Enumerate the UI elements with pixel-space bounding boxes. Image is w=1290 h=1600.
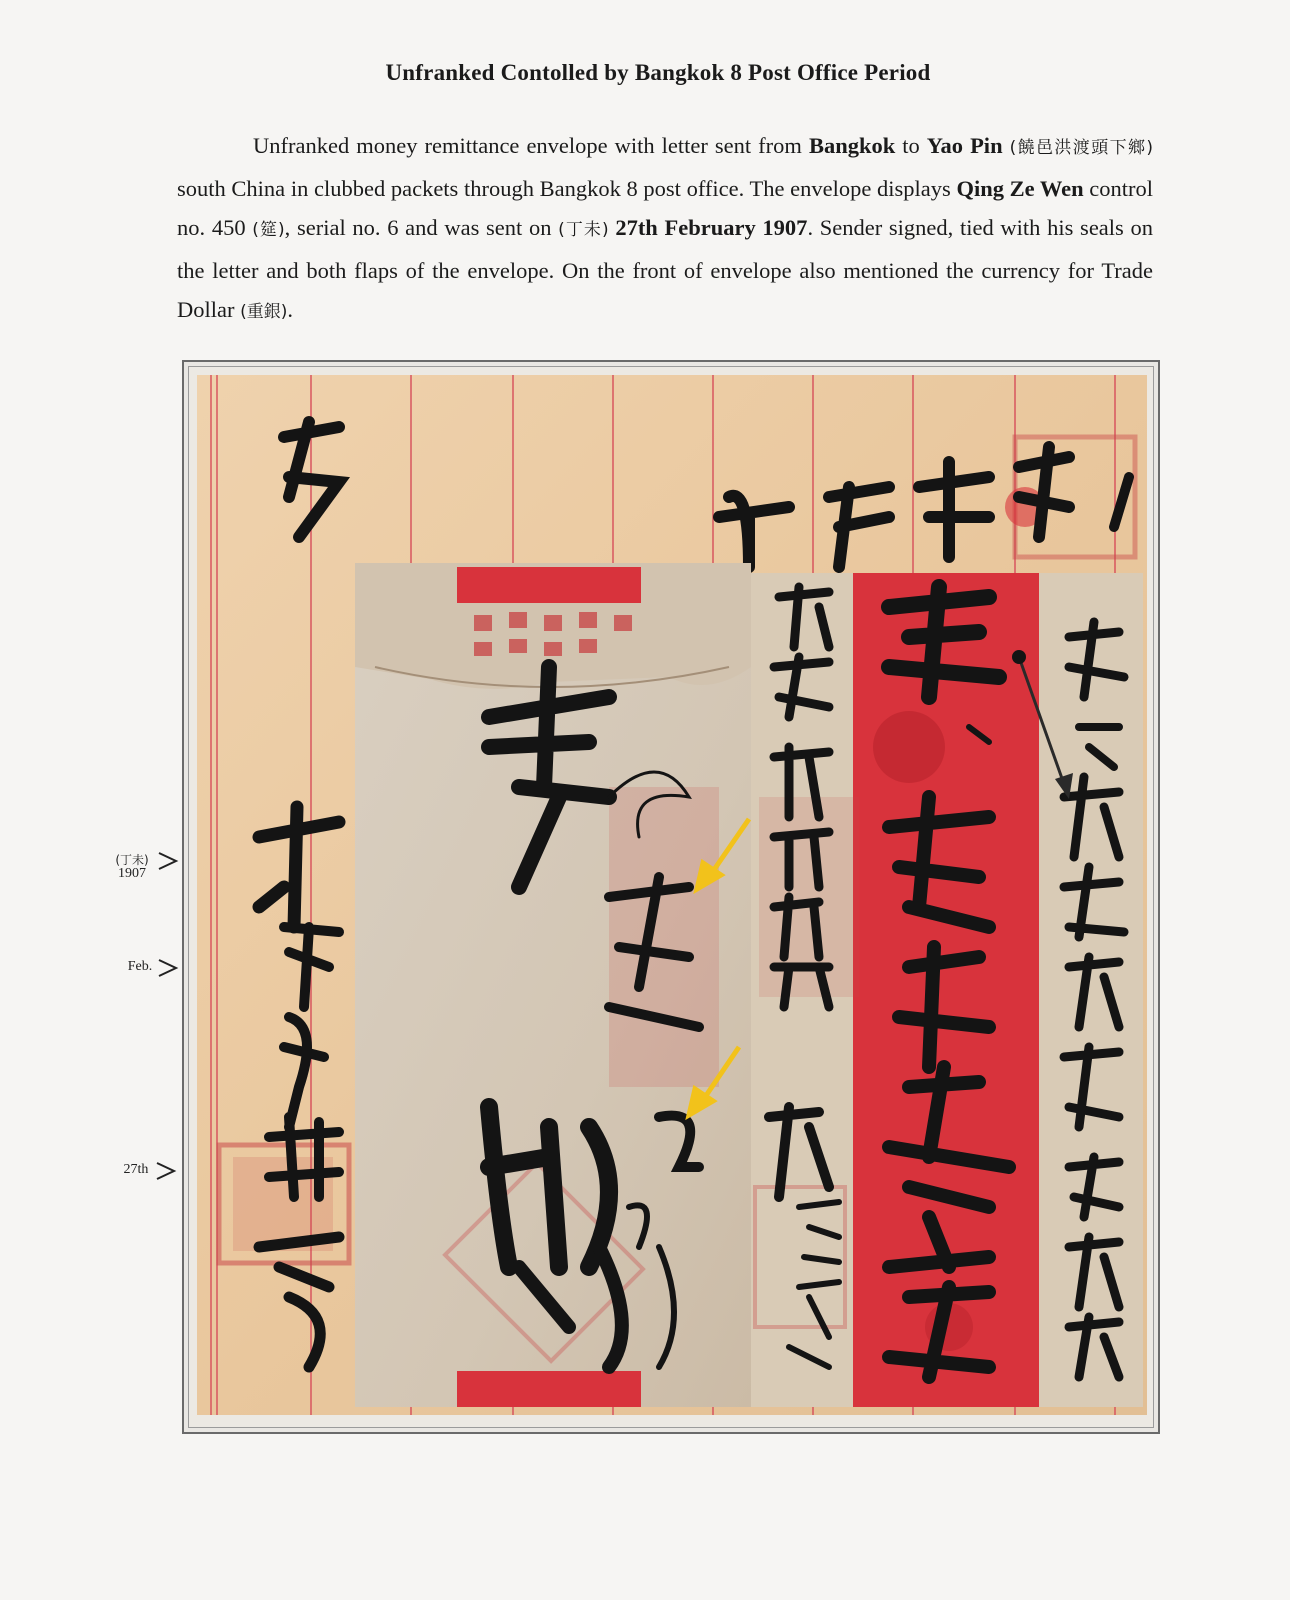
desc-control-cjk: (筵) xyxy=(252,220,285,240)
desc-year-cjk: (丁未) xyxy=(558,220,609,240)
desc-text: south China in clubbed packets through Bangkok 8 post office. The envelope displays xyxy=(177,175,957,201)
description-paragraph xyxy=(177,126,1153,333)
desc-currency-cjk: (重銀) xyxy=(240,302,288,322)
desc-control-name: Qing Ze Wen xyxy=(956,175,1084,201)
side-arrow-month-icon xyxy=(157,958,179,978)
desc-text: , serial no. 6 and was sent on xyxy=(284,215,559,240)
envelope-and-letter-image xyxy=(189,367,1153,1427)
envelope-photo-mat xyxy=(188,366,1154,1428)
side-label-month: Feb. xyxy=(127,959,153,974)
envelope-back xyxy=(355,563,751,1407)
side-label-year-cjk: (丁未) xyxy=(115,853,149,867)
side-label-year xyxy=(106,853,158,881)
side-arrow-day-icon xyxy=(155,1161,177,1181)
desc-text: . xyxy=(287,297,293,322)
desc-text: to xyxy=(895,133,927,158)
side-arrow-year-icon xyxy=(157,851,179,871)
desc-destination-cjk: (饒邑洪渡頭下鄉) xyxy=(1009,138,1154,158)
desc-origin: Bangkok xyxy=(808,133,896,158)
page-title: Unfranked Contolled by Bangkok 8 Post Office Period xyxy=(385,60,931,85)
side-label-year-number: 1907 xyxy=(118,866,146,881)
desc-date: 27th February 1907 xyxy=(608,215,808,240)
desc-text: . Sender signed, tied with his seals on the letter and both flaps of the envelope. On the front of envelope also mentioned the currency for Trade Dollar xyxy=(177,215,1153,322)
desc-text: control no. 450 xyxy=(177,175,1154,240)
envelope-front xyxy=(751,573,1143,1407)
desc-destination: Yao Pin xyxy=(926,133,1003,158)
desc-text: Unfranked money remittance envelope with letter sent from xyxy=(253,133,809,158)
side-label-day: 27th xyxy=(123,1162,149,1177)
envelope-photo-frame xyxy=(182,360,1160,1434)
